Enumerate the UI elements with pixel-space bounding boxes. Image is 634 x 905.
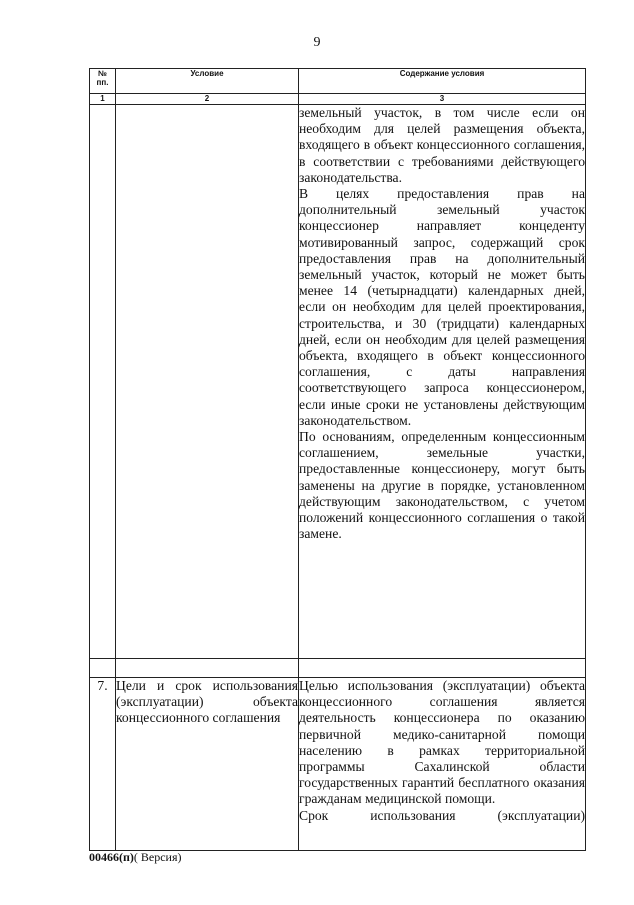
table-row-spacer [90,659,586,678]
paragraph: Срок использования (эксплуатации) [299,807,585,823]
column-number-1: 1 [90,94,116,105]
paragraph: Целью использования (эксплуатации) объекта концессионного соглашения является деятельность концессионера по оказанию первичной медико-санитарной помощи населению в рамках территориальной программы Сахалинской области государственных гарантий бесплатного оказания гражданам медицинской помощи. [299,678,585,807]
header-num: № пп. [90,69,116,94]
item-condition: Цели и срок использования (эксплуатации) объекта концессионного соглашения [116,678,299,851]
item-content [299,678,586,851]
paragraph: По основаниям, определенным концессионным соглашением, земельные участки, предоставленные концессионеру, могут быть заменены на другие в порядке, установленном действующим законодательством, с учетом положений концессионного соглашения о такой замене. [299,429,585,542]
table-header-row [90,69,586,94]
column-number-2: 2 [116,94,299,105]
item-number: 7. [90,678,116,851]
table-row-continuation [90,105,586,659]
document-code: 00466(п) [89,850,134,864]
document-footer [89,850,182,865]
spacer-cell [299,659,586,678]
cell-continuation-content [299,105,586,659]
spacer-cell [116,659,299,678]
paragraph: В целях предоставления прав на дополнительный земельный участок концессионер направляет концеденту мотивированный запрос, содержащий срок предоставления прав на дополнительный земельный участок, который не может быть менее 14 (четырнадцати) календарных дней, если он необходим для целей проектирования, строительства, и 30 (тридцати) календарных дней, если он необходим для целей размещения объекта, входящего в объект концессионного соглашения, с даты направления соответствующего запроса концессионером, если иные сроки не установлены действующим законодательством. [299,186,585,428]
column-number-row [90,94,586,105]
header-condition: Условие [116,69,299,94]
page-number: 9 [313,35,321,50]
document-version: ( Версия) [133,850,182,864]
conditions-table [89,68,586,851]
table-row-item-7 [90,678,586,851]
spacer-cell [90,659,116,678]
cell-empty-condition [116,105,299,659]
header-content: Содержание условия [299,69,586,94]
paragraph: земельный участок, в том числе если он необходим для целей размещения объекта, входящего в объект концессионного соглашения, в соответствии с требованиями действующего законодательства. [299,105,585,185]
column-number-3: 3 [299,94,586,105]
cell-empty-num [90,105,116,659]
